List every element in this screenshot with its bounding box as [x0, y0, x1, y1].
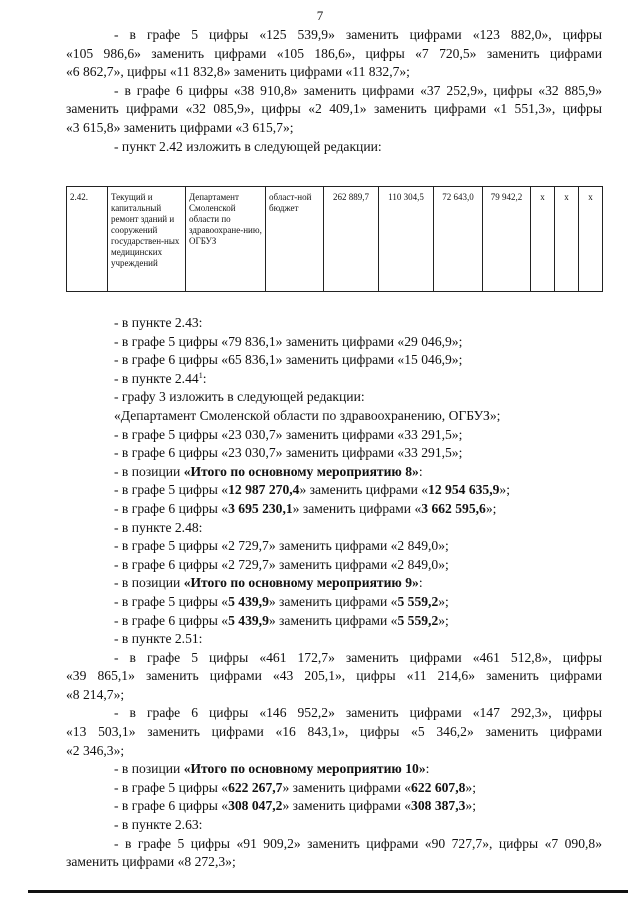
cell-name: Текущий и капитальный ремонт зданий и сооружений государствен-ных медицинских учреждений [108, 187, 186, 292]
text-line: - в графе 6 цифры «308 047,2» заменить цифрами «308 387,3»; [114, 798, 476, 814]
text-line: - в графе 5 цифры «5 439,9» заменить цифрами «5 559,2»; [114, 593, 449, 609]
text-line: - в графе 5 цифры «125 539,9» заменить цифрами «123 882,0», цифры [114, 27, 602, 42]
text-line: заменить цифрами «8 272,3»; [66, 854, 236, 870]
text-line: - пункт 2.42 изложить в следующей редакции: [114, 138, 382, 154]
text-line: «3 615,8» заменить цифрами «3 615,7»; [66, 119, 294, 135]
page-number: 7 [316, 8, 324, 23]
text-line: - в графе 6 цифры «5 439,9» заменить цифрами «5 559,2»; [114, 612, 449, 628]
text-line: - в пункте 2.43: [114, 315, 203, 330]
footer-rule [28, 890, 628, 893]
table-row [67, 187, 603, 292]
cell-col-11: x [579, 187, 603, 292]
text-line: «Департамент Смоленской области по здравоохранению, ОГБУЗ»; [114, 407, 501, 423]
text-line: - в графе 5 цифры «622 267,7» заменить цифрами «622 607,8»; [114, 779, 476, 795]
text-line: «105 986,6» заменить цифрами «105 186,6», цифры «7 720,5» заменить цифрами [66, 45, 602, 61]
cell-year-2: 72 643,0 [434, 187, 483, 292]
text-line: - в графе 6 цифры «3 695 230,1» заменить цифрами «3 662 595,6»; [114, 500, 497, 516]
text-line: - в графе 6 цифры «38 910,8» заменить цифрами «37 252,9», цифры «32 885,9» [114, 82, 602, 98]
cell-col-9: x [531, 187, 555, 292]
text-line: «6 862,7», цифры «11 832,8» заменить цифрами «11 832,7»; [66, 64, 410, 80]
text-line: - в графе 5 цифры «91 909,2» заменить цифрами «90 727,7», цифры «7 090,8» [114, 835, 602, 851]
cell-year-3: 79 942,2 [483, 187, 531, 292]
text-line: - в пункте 2.44$^1$: [114, 370, 207, 386]
text-line: - в графе 5 цифры «12 987 270,4» заменить цифрами «12 954 635,9»; [114, 482, 510, 498]
text-line: - в графе 5 цифры «461 172,7» заменить цифрами «461 512,8», цифры [114, 649, 602, 665]
text-line: - в позиции «Итого по основному мероприятию 8»: [114, 463, 423, 479]
cell-source: област-ной бюджет [266, 187, 324, 292]
text-line: - в пункте 2.63: [114, 817, 203, 833]
cell-year-1: 110 304,5 [379, 187, 434, 292]
text-line: - в графе 5 цифры «79 836,1» заменить цифрами «29 046,9»; [114, 333, 463, 349]
text-line: «13 503,1» заменить цифрами «16 843,1», цифры «5 346,2» заменить цифрами [66, 724, 602, 740]
text-line: «2 346,3»; [66, 742, 125, 758]
text-line: - в пункте 2.48: [114, 519, 203, 535]
superscript: 1 [198, 370, 203, 380]
intro-text [66, 26, 602, 156]
text-line: - в графе 6 цифры «65 836,1» заменить цифрами «15 046,9»; [114, 352, 463, 368]
text-line: «39 865,1» заменить цифрами «43 205,1», цифры «11 214,6» заменить цифрами [66, 668, 602, 684]
cell-total: 262 889,7 [324, 187, 379, 292]
text-line: - в графе 5 цифры «2 729,7» заменить цифрами «2 849,0»; [114, 538, 449, 554]
text-line: заменить цифрами «32 085,9», цифры «2 409,1» заменить цифрами «1 551,3», цифры [66, 101, 602, 117]
program-table [66, 186, 603, 292]
text-line: - в графе 6 цифры «23 030,7» заменить цифрами «33 291,5»; [114, 445, 463, 461]
text-line: - в графе 5 цифры «23 030,7» заменить цифрами «33 291,5»; [114, 426, 463, 442]
cell-col-10: x [555, 187, 579, 292]
cell-number: 2.42. [67, 187, 108, 292]
text-line: - в позиции «Итого по основному мероприятию 9»: [114, 575, 423, 591]
text-line: - графу 3 изложить в следующей редакции: [114, 389, 365, 405]
amendments-block [66, 314, 602, 872]
text-line: - в графе 6 цифры «2 729,7» заменить цифрами «2 849,0»; [114, 556, 449, 572]
cell-executor: Департамент Смоленской области по здравоохране-нию, ОГБУЗ [186, 187, 266, 292]
text-line: - в пункте 2.51: [114, 631, 203, 647]
text-line: «8 214,7»; [66, 686, 125, 702]
text-line: - в позиции «Итого по основному мероприятию 10»: [114, 761, 430, 777]
text-line: - в графе 6 цифры «146 952,2» заменить цифрами «147 292,3», цифры [114, 705, 602, 721]
